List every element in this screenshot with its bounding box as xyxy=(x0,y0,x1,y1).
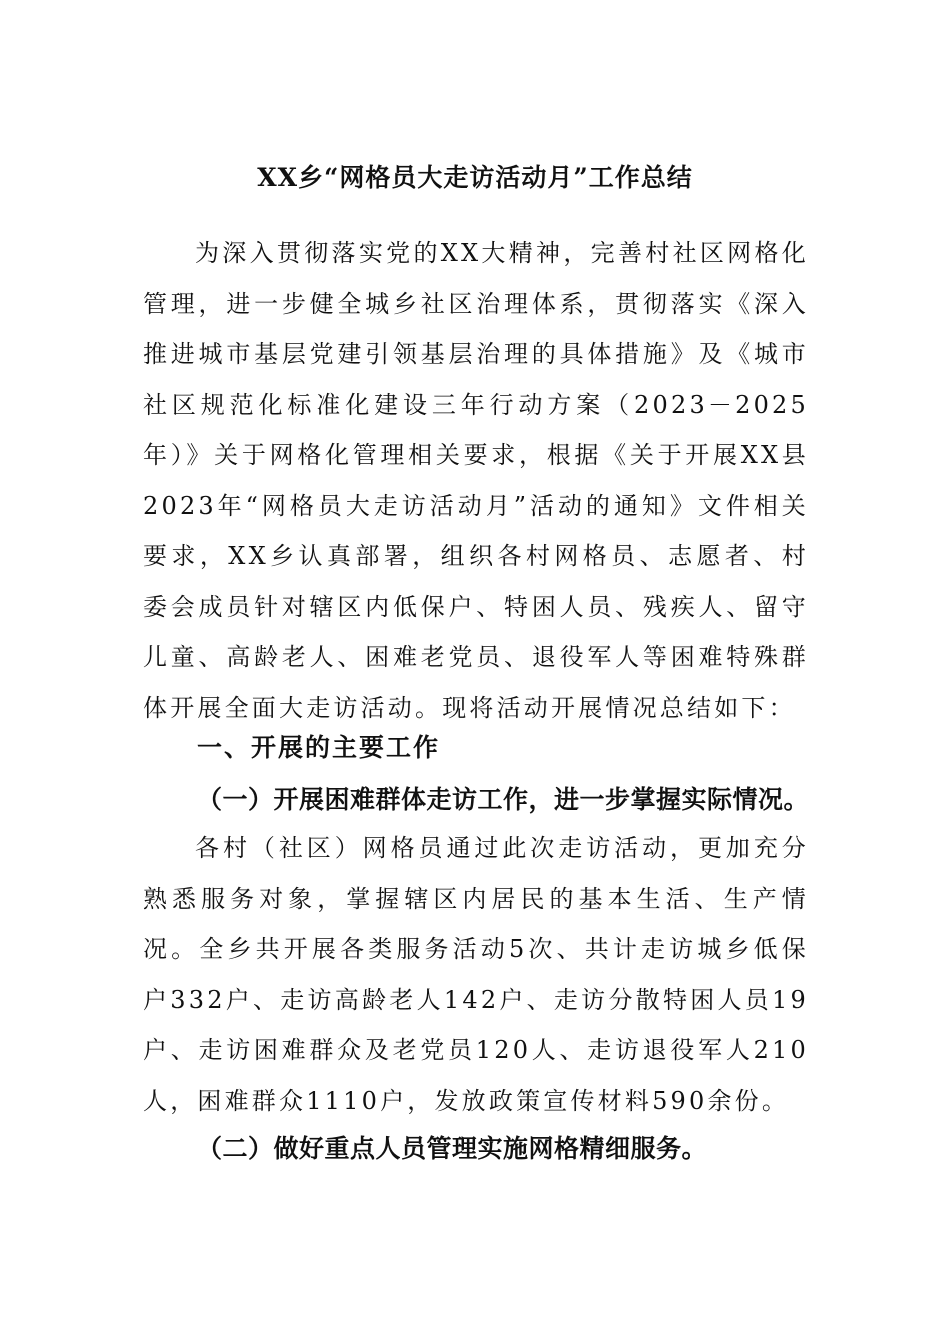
subsection-2-heading: （二）做好重点人员管理实施网格精细服务。 xyxy=(197,1134,708,1163)
subsection-1-paragraph: 各村（社区）网格员通过此次走访活动，更加充分熟悉服务对象，掌握辖区内居民的基本生活、生产情况。全乡共开展各类服务活动5次、共计走访城乡低保户332户、走访高龄老人142户、走访分散特困人员19户、走访困难群众及老党员120人、走访退役军人210人，困难群众1110户，发放政策宣传材料590余份。 xyxy=(143,834,809,1115)
intro-paragraph: 为深入贯彻落实党的XX大精神，完善村社区网格化管理，进一步健全城乡社区治理体系，贯彻落实《深入推进城市基层党建引领基层治理的具体措施》及《城市社区规范化标准化建设三年行动方案（2023－2025年）》关于网格化管理相关要求，根据《关于开展XX县2023年“网格员大走访活动月”活动的通知》文件相关要求，XX乡认真部署，组织各村网格员、志愿者、村委会成员针对辖区内低保户、特困人员、残疾人、留守儿童、高龄老人、困难老党员、退役军人等困难特殊群体开展全面大走访活动。现将活动开展情况总结如下： xyxy=(143,239,809,722)
document-title: XX乡“网格员大走访活动月”工作总结 xyxy=(257,163,693,192)
section-1-heading: 一、开展的主要工作 xyxy=(197,733,441,762)
subsection-1-heading: （一）开展困难群体走访工作，进一步掌握实际情况。 xyxy=(197,785,810,814)
